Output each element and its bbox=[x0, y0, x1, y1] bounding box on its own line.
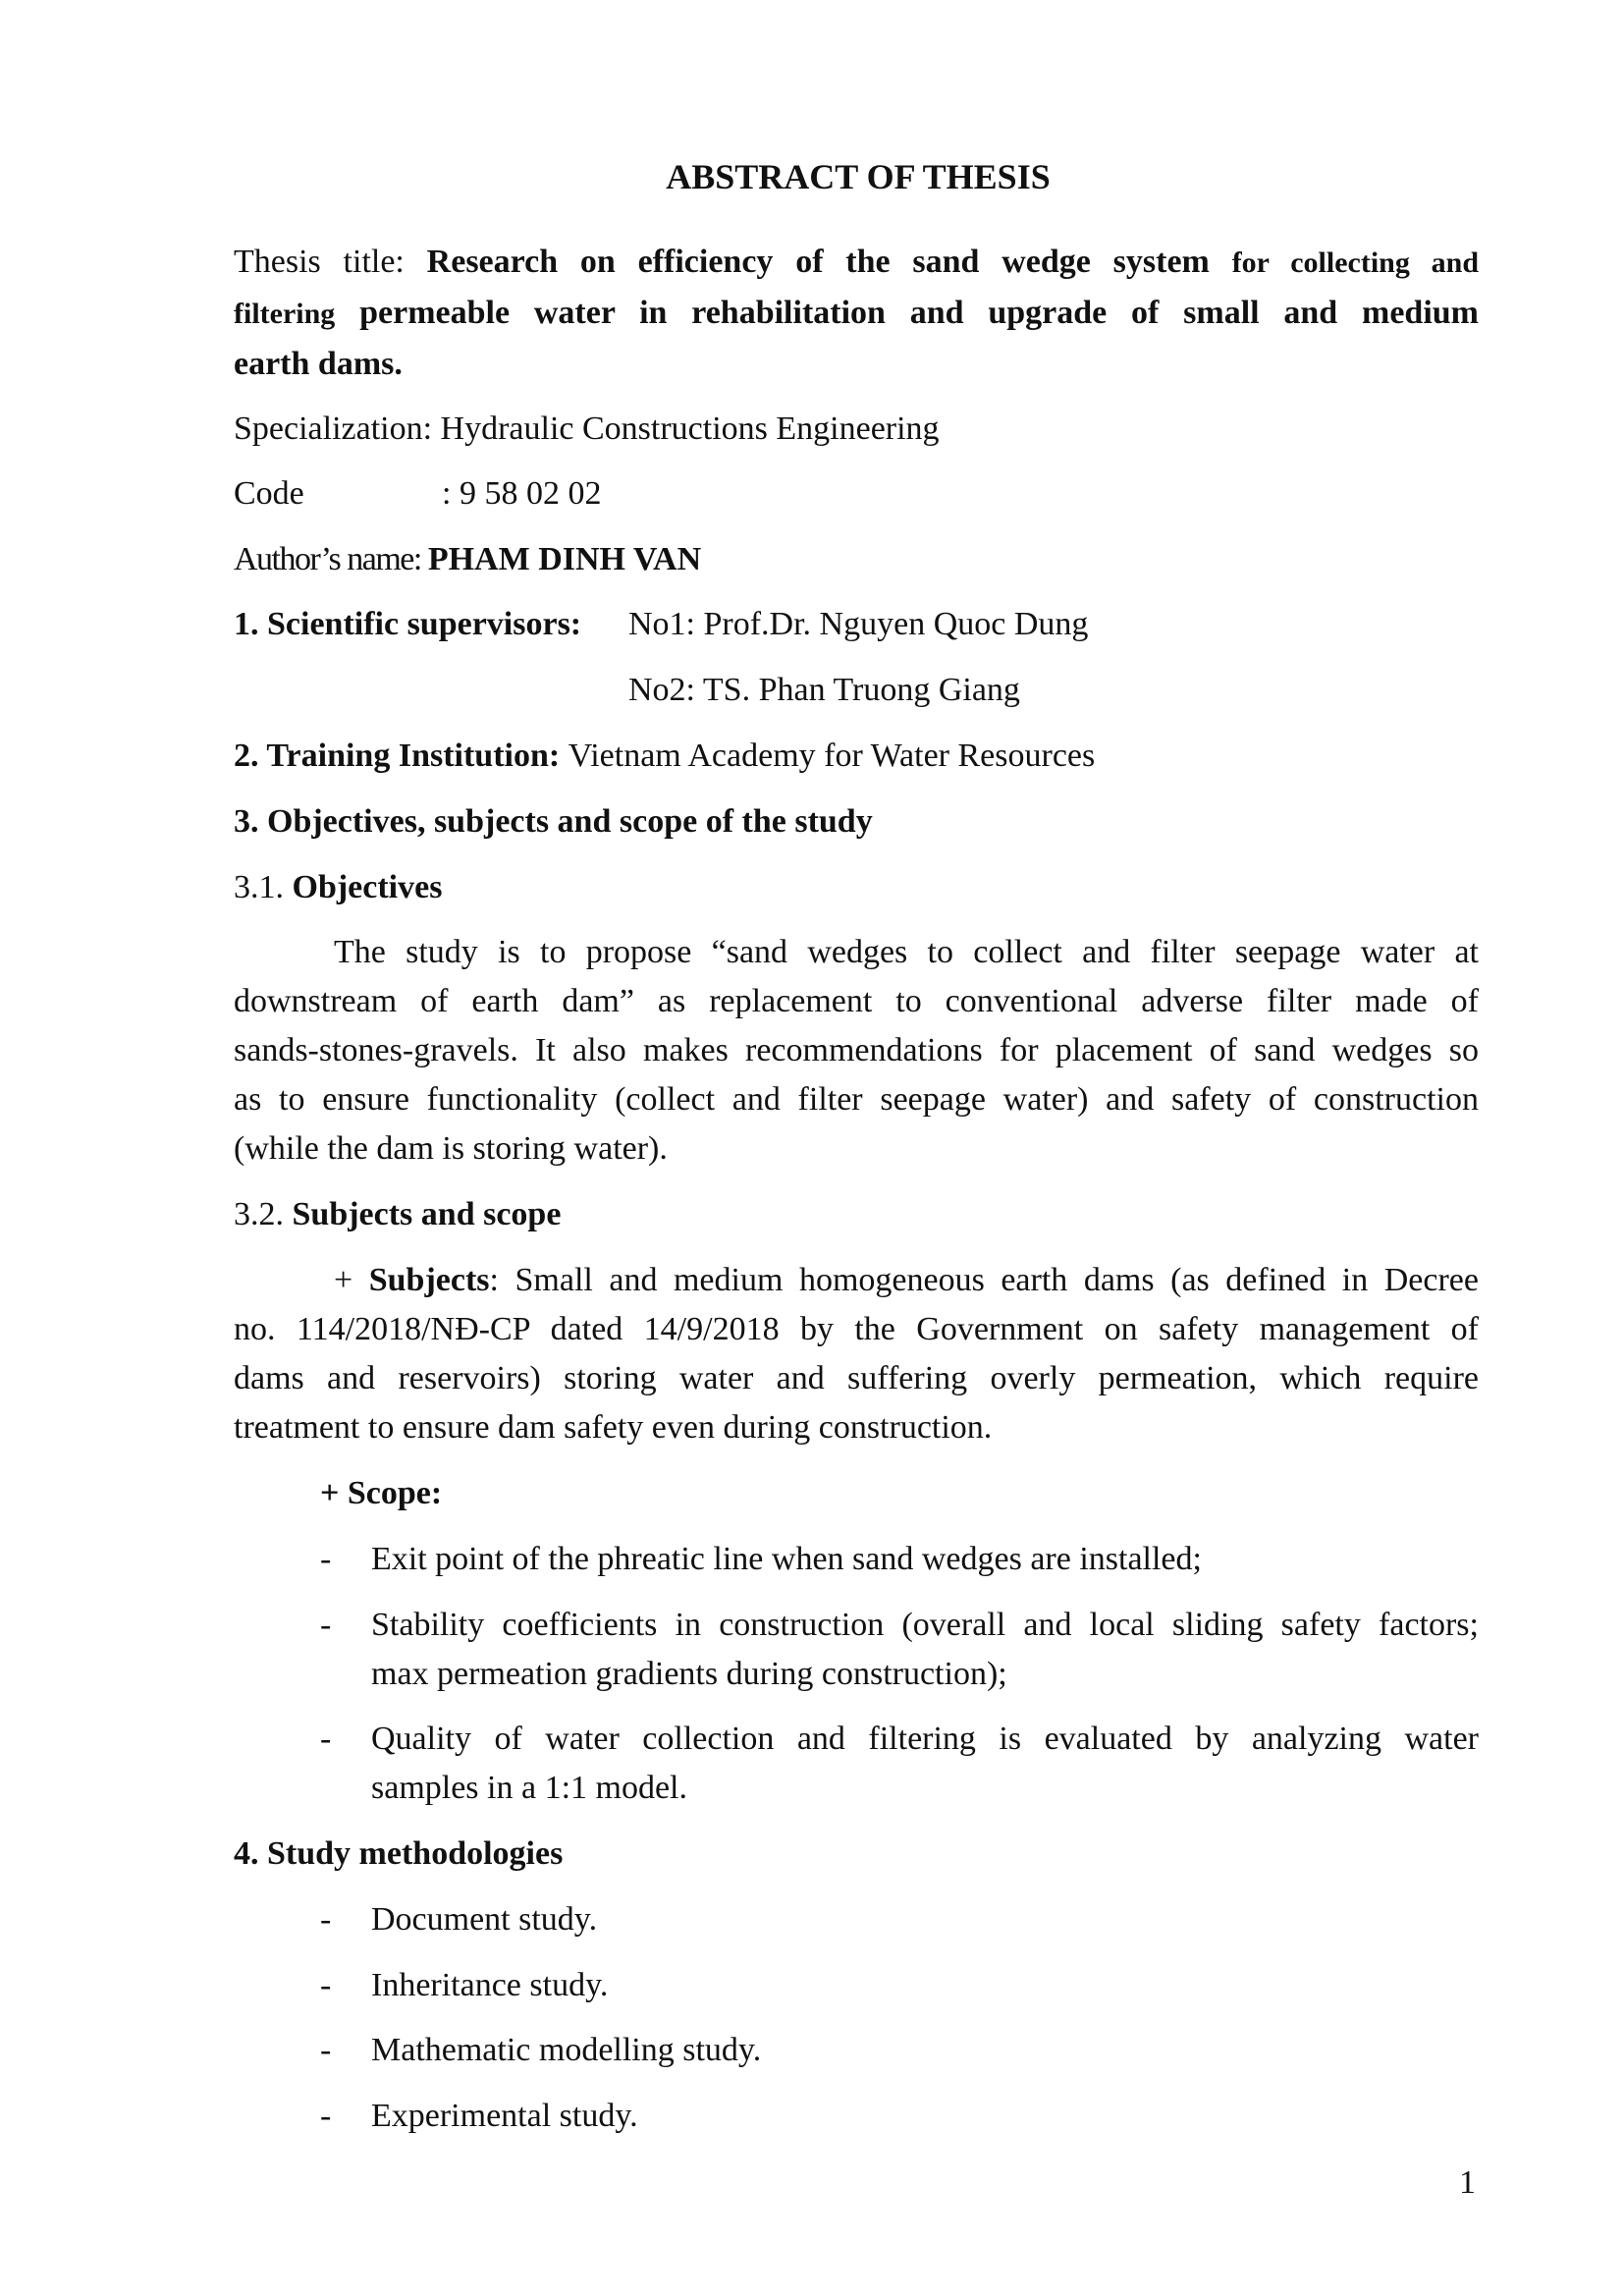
supervisor-no1: No1: Prof.Dr. Nguyen Quoc Dung bbox=[628, 606, 1089, 642]
code-label: Code bbox=[234, 475, 304, 512]
thesis-title-text-1b: for collecting and bbox=[1231, 246, 1480, 279]
page-title: ABSTRACT OF THESIS bbox=[666, 157, 1051, 196]
section-3-2-number: 3.2. bbox=[234, 1196, 293, 1232]
objectives-line-1: The study is to propose “sand wedges to collect and filter seepage water at bbox=[334, 934, 1479, 970]
section-3-2-heading bbox=[234, 1190, 1479, 1239]
subjects-line-2: no. 114/2018/NĐ-CP dated 14/9/2018 by the Government on safety management of bbox=[234, 1311, 1479, 1347]
thesis-title-line-1 bbox=[234, 238, 1479, 288]
scope-item-3-line-2: samples in a 1:1 model. bbox=[371, 1770, 688, 1806]
subjects-line-1-rest: : Small and medium homogeneous earth dams (as defined in Decree bbox=[489, 1262, 1479, 1298]
thesis-title-line-2 bbox=[234, 289, 1479, 339]
method-2-dash: - bbox=[320, 1967, 332, 2003]
author-label: Author’s name: bbox=[234, 541, 428, 577]
institution-row bbox=[234, 732, 1479, 781]
page-number: 1 bbox=[1459, 2164, 1476, 2201]
scope-item-3-line-1: Quality of water collection and filtering is evaluated by analyzing water bbox=[371, 1721, 1479, 1757]
institution-label: 2. Training Institution: bbox=[234, 738, 568, 774]
subjects-label: Subjects bbox=[368, 1262, 490, 1298]
objectives-line-4: as to ensure functionality (collect and filter seepage water) and safety of construction bbox=[234, 1081, 1479, 1118]
section-3-1-title: Objectives bbox=[292, 869, 443, 905]
objectives-line-5: (while the dam is storing water). bbox=[234, 1130, 668, 1167]
scope-item-2-line-1: Stability coefficients in construction (overall and local sliding safety factors; bbox=[371, 1607, 1479, 1643]
thesis-title-label: Thesis title: bbox=[234, 244, 427, 280]
thesis-title-text-1a: Research on efficiency of the sand wedge system bbox=[426, 244, 1210, 280]
method-2: Inheritance study. bbox=[371, 1967, 609, 2003]
scope-item-1-dash: - bbox=[320, 1541, 332, 1577]
section-3-2-title: Subjects and scope bbox=[292, 1196, 562, 1232]
supervisors-label: 1. Scientific supervisors: bbox=[234, 606, 582, 642]
institution-value: Vietnam Academy for Water Resources bbox=[568, 738, 1096, 774]
method-4: Experimental study. bbox=[371, 2098, 638, 2134]
thesis-title-text-3: earth dams. bbox=[234, 346, 403, 382]
method-1: Document study. bbox=[371, 1901, 598, 1938]
code-value: : 9 58 02 02 bbox=[442, 475, 602, 512]
section-3-1-number: 3.1. bbox=[234, 869, 293, 905]
method-4-dash: - bbox=[320, 2098, 332, 2134]
scope-item-1: Exit point of the phreatic line when sand wedges are installed; bbox=[371, 1541, 1202, 1577]
subjects-line-3: dams and reservoirs) storing water and suffering overly permeation, which require bbox=[234, 1360, 1479, 1396]
code-row bbox=[234, 469, 1479, 519]
subjects-line-1 bbox=[334, 1256, 1479, 1305]
supervisor-no2: No2: TS. Phan Truong Giang bbox=[628, 672, 1020, 708]
objectives-line-3: sands-stones-gravels. It also makes recommendations for placement of sand wedges so bbox=[234, 1032, 1479, 1068]
scope-item-3-dash: - bbox=[320, 1721, 332, 1757]
thesis-title-text-2a: filtering bbox=[234, 298, 336, 330]
method-3-dash: - bbox=[320, 2032, 332, 2068]
scope-item-2-dash: - bbox=[320, 1607, 332, 1643]
section-4-heading-text: 4. Study methodologies bbox=[234, 1835, 564, 1872]
section-4-heading bbox=[234, 1830, 1479, 1879]
subjects-line-4: treatment to ensure dam safety even during construction. bbox=[234, 1409, 993, 1446]
subjects-prefix: + bbox=[334, 1262, 369, 1298]
section-3-1-heading bbox=[234, 863, 1479, 912]
section-3-heading bbox=[234, 797, 1479, 847]
thesis-title-line-3 bbox=[234, 340, 1479, 389]
method-1-dash: - bbox=[320, 1901, 332, 1938]
author-name: PHAM DINH VAN bbox=[427, 541, 702, 577]
section-3-heading-text: 3. Objectives, subjects and scope of the study bbox=[234, 803, 873, 840]
scope-label: + Scope: bbox=[320, 1475, 443, 1511]
method-3: Mathematic modelling study. bbox=[371, 2032, 762, 2068]
specialization: Specialization: Hydraulic Constructions Engineering bbox=[234, 410, 940, 447]
scope-item-2-line-2: max permeation gradients during construction); bbox=[371, 1656, 1007, 1692]
objectives-line-2: downstream of earth dam” as replacement to conventional adverse filter made of bbox=[234, 983, 1479, 1019]
thesis-title-text-2b: permeable water in rehabilitation and upgrade of small and medium bbox=[359, 295, 1479, 331]
author-row bbox=[234, 535, 1479, 584]
scope-heading bbox=[320, 1469, 1565, 1518]
